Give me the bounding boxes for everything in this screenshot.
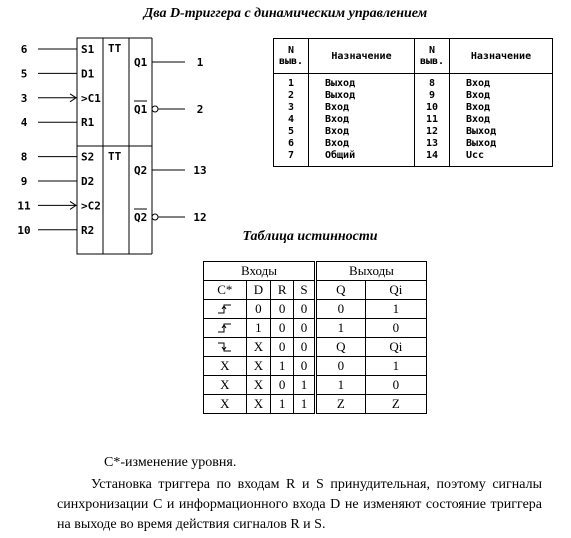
inversion-bubble-icon: [152, 214, 158, 220]
pin-purpose: Выход: [466, 126, 497, 137]
pin-numbers-right: [415, 74, 450, 167]
column-header: S: [294, 281, 316, 300]
pin-number: 8: [20, 150, 28, 164]
rising-edge-icon: [204, 300, 247, 319]
chip-1-type: TT: [108, 42, 122, 55]
pin-number: 10: [17, 223, 31, 237]
table-cell: 1: [365, 300, 426, 319]
pin-number: 6: [20, 43, 28, 56]
table-cell: 0: [294, 300, 316, 319]
pin-purpose: Вход: [325, 102, 350, 113]
pin-number: 4: [20, 116, 28, 130]
table-cell: 1: [271, 395, 294, 414]
table-cell: 0: [294, 319, 316, 338]
table-cell: X: [246, 395, 271, 414]
purpose-header: Назначение: [450, 39, 553, 74]
table-cell: 1: [294, 376, 316, 395]
table-cell: 1: [294, 395, 316, 414]
table-row: [204, 395, 427, 414]
pin-number: 12: [193, 211, 207, 224]
table-row: [204, 338, 427, 357]
pin-number: 2: [196, 103, 204, 116]
pin-number: 5: [20, 67, 28, 81]
pin-number: 5: [287, 126, 295, 137]
table-cell: 0: [294, 357, 316, 376]
pin-number: 9: [428, 90, 436, 101]
table-cell: 1: [271, 357, 294, 376]
truth-table: [203, 261, 427, 414]
table-cell: X: [204, 376, 247, 395]
pin-number: 13: [193, 164, 207, 177]
rising-edge-icon: [204, 319, 247, 338]
table-cell: X: [246, 357, 271, 376]
column-header: Qi: [365, 281, 426, 300]
output-label: Q2: [134, 211, 148, 224]
pin-label: D2: [81, 175, 95, 188]
table-cell: 0: [294, 338, 316, 357]
pin-table: [273, 38, 553, 167]
table-row: [204, 319, 427, 338]
table-cell: 0: [246, 300, 271, 319]
pin-label: D1: [81, 67, 95, 81]
pin-purpose: Вход: [466, 78, 491, 89]
pin-purpose: Общий: [325, 150, 356, 161]
pin-number: 6: [287, 138, 295, 149]
table-cell: X: [246, 376, 271, 395]
pin-purpose: Вход: [325, 126, 350, 137]
pin-purpose: Выход: [466, 138, 497, 149]
column-header: Q: [315, 281, 365, 300]
table-cell: 0: [271, 338, 294, 357]
pin-label: S1: [81, 43, 95, 56]
pin-num-header: N выв.: [274, 39, 309, 74]
table-cell: 1: [315, 319, 365, 338]
pin-label: S2: [81, 150, 95, 164]
pin-label: R2: [81, 223, 95, 237]
inputs-group-header: Входы: [204, 262, 316, 281]
table-cell: 1: [246, 319, 271, 338]
pin-num-header: N выв.: [415, 39, 450, 74]
page-title: Два D-триггера с динамическим управлением: [143, 6, 428, 21]
table-cell: 0: [365, 319, 426, 338]
pin-purposes-right: [450, 74, 553, 167]
chip-2-type: TT: [108, 150, 122, 163]
pin-purposes-left: [309, 74, 415, 167]
description-text: Установка триггера по входам R и S принудительная, поэтому сигналы синхронизации C и информационного входа D не изменяют состояние триггера на выходе во время действия сигналов R и S.: [57, 477, 542, 532]
table-cell: Z: [365, 395, 426, 414]
pin-number: 3: [20, 91, 28, 105]
table-cell: 0: [271, 300, 294, 319]
pin-purpose: Вход: [325, 114, 350, 125]
table-cell: 0: [365, 376, 426, 395]
pin-purpose: Ucc: [466, 150, 485, 161]
pin-label: R1: [81, 116, 95, 130]
pin-number: 10: [425, 102, 439, 113]
pin-purpose: Выход: [325, 78, 356, 89]
pin-purpose: Вход: [325, 138, 350, 149]
pin-purpose: Вход: [466, 102, 491, 113]
pin-number: 8: [428, 78, 436, 89]
pin-number: 1: [196, 56, 204, 69]
pin-number: 4: [287, 114, 295, 125]
pin-purpose: Выход: [325, 90, 356, 101]
pin-number: 9: [20, 175, 28, 188]
pin-purpose: Вход: [466, 90, 491, 101]
note-text: С*-изменение уровня.: [104, 455, 237, 470]
table-cell: Z: [315, 395, 365, 414]
table-cell: 0: [315, 357, 365, 376]
outputs-group-header: Выходы: [315, 262, 426, 281]
table-cell: 1: [365, 357, 426, 376]
pin-number: 3: [287, 102, 295, 113]
pin-number: 12: [425, 126, 439, 137]
table-cell: Q: [315, 338, 365, 357]
pin-number: 11: [425, 114, 439, 125]
table-cell: 0: [315, 300, 365, 319]
inversion-bubble-icon: [152, 106, 158, 112]
table-cell: X: [246, 338, 271, 357]
pin-label: >C2: [81, 199, 101, 213]
output-label: Q2: [134, 164, 148, 177]
falling-edge-icon: [204, 338, 247, 357]
truth-table-title: Таблица истинности: [242, 229, 378, 244]
table-row: [204, 376, 427, 395]
pin-number: 14: [425, 150, 439, 161]
pin-number: 1: [287, 78, 295, 89]
table-cell: Qi: [365, 338, 426, 357]
table-cell: 1: [315, 376, 365, 395]
table-cell: 0: [271, 319, 294, 338]
table-cell: 0: [271, 376, 294, 395]
column-header: D: [246, 281, 271, 300]
column-header: R: [271, 281, 294, 300]
output-label: Q1: [134, 103, 148, 116]
pin-number: 11: [17, 199, 31, 213]
pin-number: 7: [287, 150, 295, 161]
output-label: Q1: [134, 56, 148, 69]
pin-label: >C1: [81, 91, 101, 105]
table-row: [204, 300, 427, 319]
pin-numbers-left: [274, 74, 309, 167]
table-cell: X: [204, 395, 247, 414]
table-row: [204, 357, 427, 376]
pin-purpose: Вход: [466, 114, 491, 125]
pin-number: 13: [425, 138, 439, 149]
table-cell: X: [204, 357, 247, 376]
pin-number: 2: [287, 90, 295, 101]
purpose-header: Назначение: [309, 39, 415, 74]
column-header: C*: [204, 281, 247, 300]
